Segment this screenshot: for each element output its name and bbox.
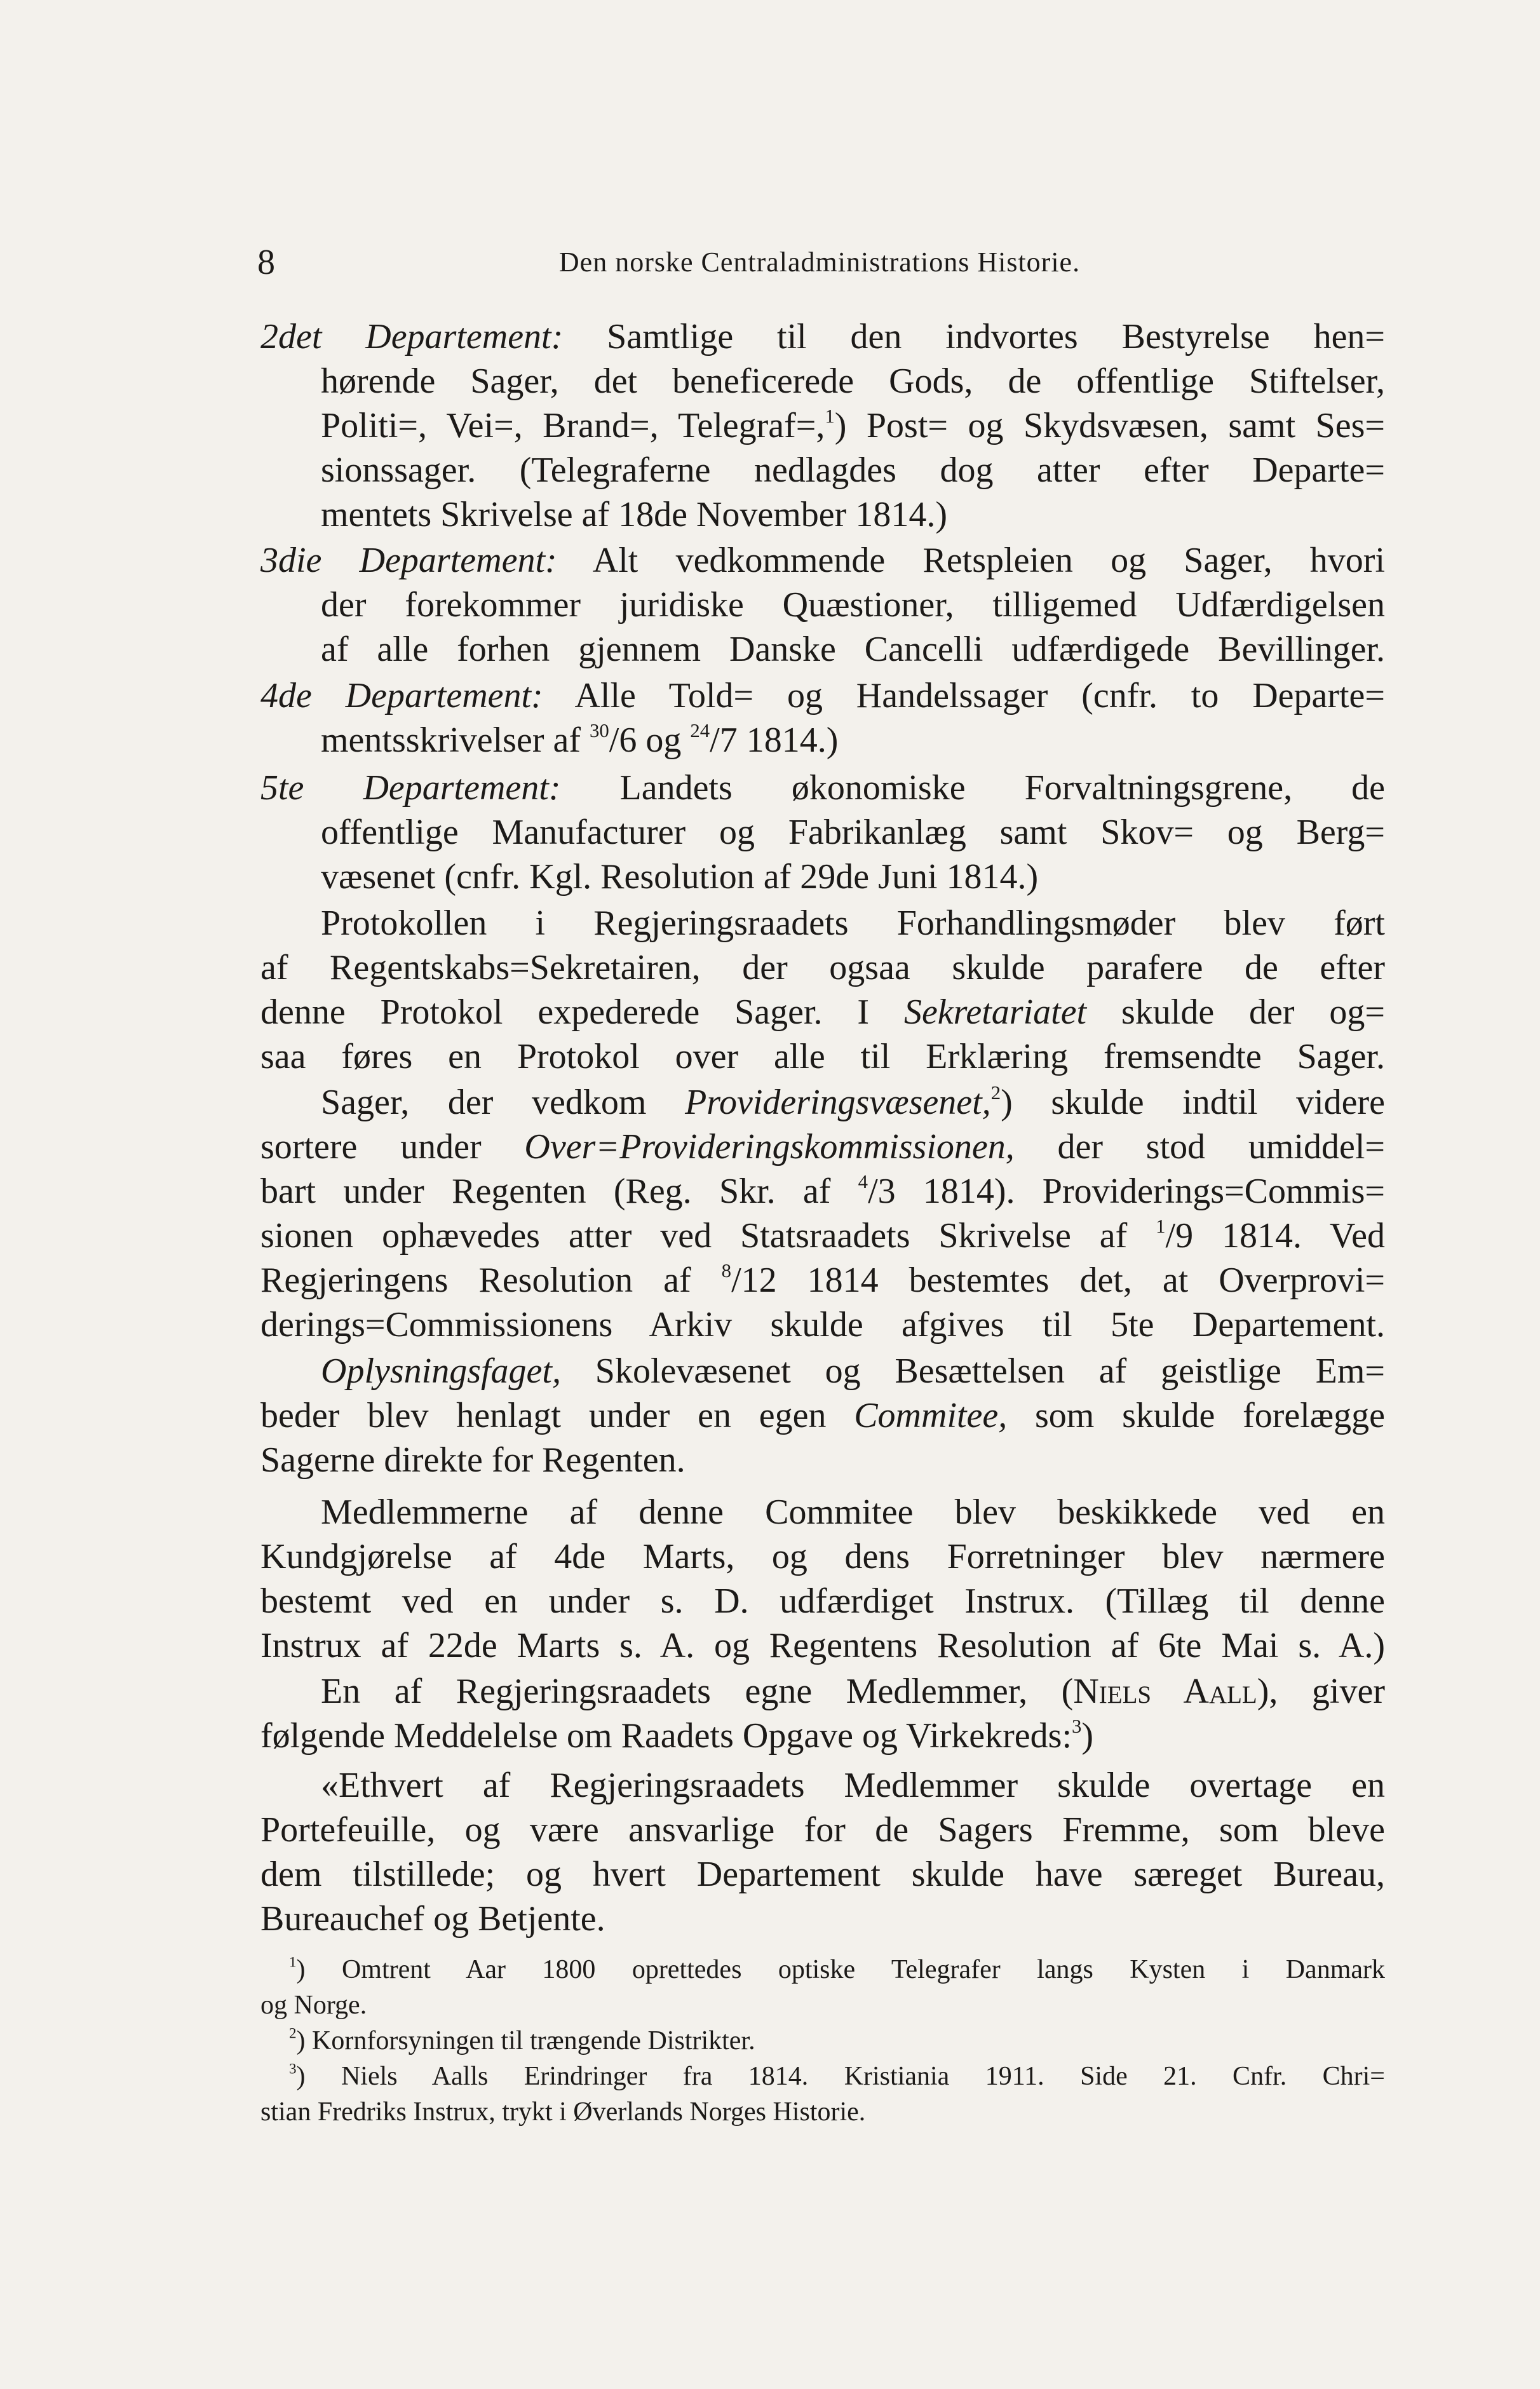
text-line: Instrux af 22de Marts s. A. og Regentens Resolution af 6te Mai s. A.): [260, 1626, 1385, 1665]
footnote-1-cont: og Norge.: [260, 1991, 367, 2020]
department-heading: 2det Departement:: [260, 317, 564, 356]
text-span: Sager, der vedkom: [321, 1083, 686, 1122]
text-line: [260, 1258, 1385, 1303]
text-line: [260, 538, 1385, 583]
text-span: Skolevæsenet og Besættelsen af geistlige Em=: [560, 1351, 1385, 1391]
text-line: [260, 1169, 1385, 1214]
text-line: [260, 673, 1385, 718]
footnote-marker: 2: [289, 2024, 297, 2041]
italic-term: Commitee,: [854, 1396, 1008, 1435]
text-line: bestemt ved en under s. D. udfærdiget Instrux. (Tillæg til denne: [260, 1581, 1385, 1621]
footnote-3: [289, 2059, 1385, 2094]
fraction-numerator: 1: [1156, 1215, 1166, 1237]
text-span: Politi=, Vei=, Brand=, Telegraf=,: [321, 406, 825, 445]
footnote-ref: 1: [825, 405, 835, 427]
italic-term: Provideringsvæsenet,: [685, 1083, 991, 1122]
text-line: mentets Skrivelse af 18de November 1814.): [321, 495, 947, 534]
text-line: Protokollen i Regjeringsraadets Forhandlingsmøder blev ført: [321, 903, 1385, 943]
footnote-text: ) Omtrent Aar 1800 oprettedes optiske Telegrafer langs Kysten i Danmark: [296, 1955, 1385, 1984]
text-span: En af Regjeringsraadets egne Medlemmer, (: [321, 1672, 1074, 1711]
text-line: [260, 1393, 1385, 1438]
footnote-text: ) Niels Aalls Erindringer fra 1814. Kristiania 1911. Side 21. Cnfr. Chri=: [296, 2062, 1385, 2091]
footnote-1: [289, 1952, 1385, 1987]
text-span: /6 og: [609, 721, 691, 760]
text-line: [321, 1669, 1385, 1714]
italic-term: Over=Provideringskommissionen,: [524, 1127, 1015, 1167]
text-line: der forekommer juridiske Quæstioner, tilligemed Udfærdigelsen: [321, 585, 1385, 625]
text-line: [321, 718, 1385, 762]
text-span: følgende Meddelelse om Raadets Opgave og Virkekreds:: [260, 1716, 1072, 1756]
text-line: [321, 1349, 1385, 1393]
text-line: [260, 315, 1385, 359]
text-span: mentsskrivelser af: [321, 721, 590, 760]
text-span: sortere under: [260, 1127, 525, 1167]
text-span: beder blev henlagt under en egen: [260, 1396, 854, 1435]
text-line: [260, 1214, 1385, 1258]
text-line: [260, 990, 1385, 1034]
text-line: af alle forhen gjennem Danske Cancelli udfærdigede Bevillinger.: [321, 630, 1385, 669]
text-line: dem tilstillede; og hvert Departement skulde have særeget Bureau,: [260, 1855, 1385, 1894]
text-line: sionssager. (Telegraferne nedlagdes dog atter efter Departe=: [321, 450, 1385, 490]
page-number: 8: [257, 243, 275, 282]
text-span: som skulde forelægge: [1007, 1396, 1386, 1435]
text-line: Medlemmerne af denne Commitee blev beskikkede ved en: [321, 1492, 1385, 1532]
text-line: af Regentskabs=Sekretairen, der ogsaa skulde parafere de efter: [260, 948, 1385, 987]
text-line: Bureauchef og Betjente.: [260, 1899, 605, 1939]
text-span: ) skulde indtil videre: [1001, 1083, 1385, 1122]
text-line: «Ethvert af Regjeringsraadets Medlemmer skulde overtage en: [321, 1766, 1385, 1805]
text-span: Alle Told= og Handelssager (cnfr. to Departe=: [543, 676, 1385, 715]
text-span: ), giver: [1257, 1672, 1385, 1711]
department-heading: 4de Departement:: [260, 676, 543, 715]
footnote-text: ) Kornforsyningen til trængende Distrikter.: [296, 2026, 755, 2055]
footnote-ref: 3: [1072, 1715, 1082, 1737]
text-span: sionen ophævedes atter ved Statsraadets Skrivelse af: [260, 1216, 1156, 1255]
footnote-ref: 2: [990, 1081, 1001, 1104]
department-heading: 3die Departement:: [260, 541, 557, 580]
footnote-2: [289, 2023, 1385, 2059]
footnote-marker: 1: [289, 1953, 297, 1970]
text-line: Kundgjørelse af 4de Marts, og dens Forretninger blev nærmere: [260, 1537, 1385, 1576]
text-line: hørende Sager, det beneficerede Gods, de offentlige Stiftelser,: [321, 362, 1385, 401]
text-span: /9 1814. Ved: [1165, 1216, 1385, 1255]
running-title: Den norske Centraladministrations Historie.: [558, 247, 1081, 278]
text-span: /7 1814.): [710, 721, 839, 760]
italic-term: Sekretariatet: [903, 992, 1087, 1032]
fraction-numerator: 30: [589, 719, 609, 741]
text-span: der stod umiddel=: [1014, 1127, 1386, 1167]
text-span: Alt vedkommende Retspleien og Sager, hvori: [557, 541, 1386, 580]
text-line: [321, 403, 1385, 448]
department-heading: 5te Departement:: [260, 768, 561, 808]
text-span: Regjeringens Resolution af: [260, 1261, 722, 1300]
footnote-marker: 3: [289, 2060, 297, 2077]
text-span: denne Protokol expederede Sager. I: [260, 992, 904, 1032]
page-header: [257, 240, 1382, 285]
text-span: skulde der og=: [1086, 992, 1385, 1032]
text-line: Sagerne direkte for Regenten.: [260, 1440, 686, 1480]
text-line: [260, 1714, 1385, 1758]
fraction-numerator: 8: [721, 1259, 732, 1282]
footnote-3-cont: stian Fredriks Instrux, trykt i Øverlands Norges Historie.: [260, 2097, 866, 2127]
text-line: [260, 1125, 1385, 1169]
text-span: Landets økonomiske Forvaltningsgrene, de: [560, 768, 1385, 808]
text-line: saa føres en Protokol over alle til Erklæring fremsendte Sager.: [260, 1037, 1385, 1076]
text-span: /12 1814 bestemtes det, at Overprovi=: [731, 1261, 1386, 1300]
text-span: Samtlige til den indvortes Bestyrelse hen=: [563, 317, 1386, 356]
author-name: Niels Aall: [1073, 1672, 1257, 1711]
text-line: [260, 766, 1385, 810]
text-line: derings=Commissionens Arkiv skulde afgives til 5te Departement.: [260, 1305, 1385, 1344]
text-span: ): [1081, 1716, 1094, 1756]
italic-term: Oplysningsfaget,: [321, 1351, 561, 1391]
text-span: bart under Regenten (Reg. Skr. af: [260, 1172, 858, 1211]
text-line: offentlige Manufacturer og Fabrikanlæg samt Skov= og Berg=: [321, 813, 1385, 852]
fraction-numerator: 24: [690, 719, 710, 741]
text-span: /3 1814). Providerings=Commis=: [868, 1172, 1385, 1211]
text-line: [321, 1080, 1385, 1125]
fraction-numerator: 4: [858, 1170, 868, 1193]
text-line: væsenet (cnfr. Kgl. Resolution af 29de Juni 1814.): [321, 857, 1039, 897]
text-line: Portefeuille, og være ansvarlige for de Sagers Fremme, som bleve: [260, 1810, 1385, 1850]
text-span: ) Post= og Skydsvæsen, samt Ses=: [834, 406, 1385, 445]
